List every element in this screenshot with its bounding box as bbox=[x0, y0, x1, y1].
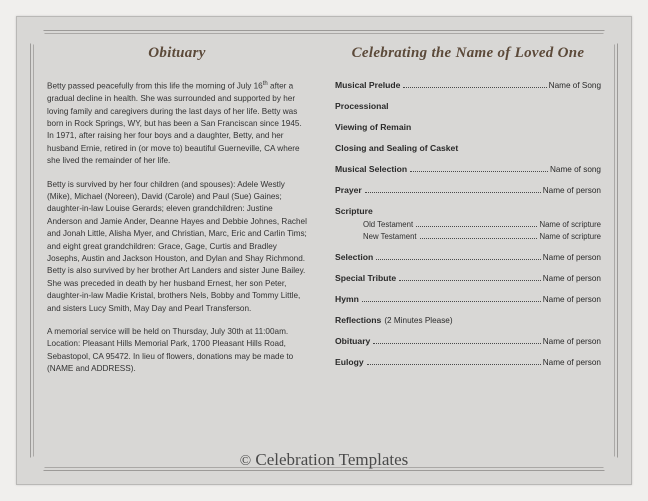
service-subentry-new-testament bbox=[363, 231, 601, 241]
service-entry-value: Name of person bbox=[542, 337, 601, 346]
service-entry-value: Name of Song bbox=[548, 81, 601, 90]
service-group-scripture bbox=[335, 206, 601, 241]
service-entry-note: (2 Minutes Please) bbox=[384, 316, 453, 325]
service-entry-prayer bbox=[335, 185, 601, 195]
service-entry-obituary bbox=[335, 336, 601, 346]
dot-leader bbox=[410, 164, 548, 172]
copyright-icon: © bbox=[239, 453, 252, 469]
dot-leader bbox=[373, 336, 540, 344]
dot-leader bbox=[365, 185, 541, 193]
service-entry-value: Name of person bbox=[542, 253, 601, 262]
service-entry-closing-and-sealing-of-casket bbox=[335, 143, 601, 153]
service-entry-selection bbox=[335, 252, 601, 262]
dot-leader bbox=[367, 357, 541, 365]
service-entry-label: Special Tribute bbox=[335, 273, 397, 283]
service-subentry-old-testament bbox=[363, 219, 601, 229]
watermark-footer bbox=[17, 450, 631, 470]
service-entry-value: Name of person bbox=[542, 295, 601, 304]
obituary-column bbox=[47, 45, 315, 456]
obituary-heading: Obituary bbox=[148, 45, 206, 61]
service-entry-label: Closing and Sealing of Casket bbox=[335, 143, 459, 153]
service-entry-hymn bbox=[335, 294, 601, 304]
service-entry-reflections bbox=[335, 315, 601, 325]
service-entry-value: Name of song bbox=[550, 165, 601, 174]
dot-leader bbox=[399, 273, 541, 281]
service-entry-label: Musical Selection bbox=[335, 164, 408, 174]
program-content bbox=[47, 45, 601, 456]
order-of-service-column bbox=[315, 45, 601, 456]
service-entry-processional bbox=[335, 101, 601, 111]
service-entry-label: Reflections bbox=[335, 315, 382, 325]
service-entry-label: Processional bbox=[335, 101, 389, 111]
dot-leader bbox=[420, 231, 538, 239]
service-entry-value: Name of person bbox=[542, 358, 601, 367]
service-entry-musical-selection bbox=[335, 164, 601, 174]
dot-leader bbox=[392, 102, 600, 109]
service-subentry-label: Old Testament bbox=[363, 220, 414, 229]
service-entry-special-tribute bbox=[335, 273, 601, 283]
service-entry-label: Viewing of Remain bbox=[335, 122, 412, 132]
service-entry-value: Name of person bbox=[542, 274, 601, 283]
service-subentry-value: Name of scripture bbox=[539, 232, 601, 241]
dot-leader bbox=[461, 144, 599, 151]
obituary-paragraph-1: Betty passed peacefully from this life the morning of July 16th after a gradual decline in health. She was surrounded and supported by her loving family and caregivers during the last days of her life. Betty was born in Rock Springs, WY, but has been a San Franciscan since 1945. In 1971, after raising her four boys and a daughter, Betty, and her husband Ernie, retired in (or move to) beautiful Guerneville, CA where she lived the remainder of her life. bbox=[47, 81, 302, 166]
celebration-heading: Celebrating the Name of Loved One bbox=[351, 45, 585, 61]
service-entry-label: Eulogy bbox=[335, 357, 364, 367]
watermark-text: Celebration Templates bbox=[255, 450, 409, 469]
service-group-title: Scripture bbox=[335, 206, 373, 216]
service-entry-musical-prelude bbox=[335, 80, 601, 90]
dot-leader bbox=[362, 294, 541, 302]
dot-leader bbox=[456, 316, 599, 323]
service-entry-viewing-of-remain bbox=[335, 122, 601, 132]
service-entry-label: Musical Prelude bbox=[335, 80, 401, 90]
funeral-program-sheet bbox=[16, 16, 632, 485]
service-entry-label: Selection bbox=[335, 252, 374, 262]
dot-leader bbox=[403, 80, 546, 88]
dot-leader bbox=[376, 252, 541, 260]
service-entry-value: Name of person bbox=[542, 186, 601, 195]
service-subentry-label: New Testament bbox=[363, 232, 417, 241]
service-entry-label: Hymn bbox=[335, 294, 359, 304]
obituary-paragraph-3: A memorial service will be held on Thursday, July 30th at 11:00am. Location: Pleasant Hills Memorial Park, 1700 Pleasant Hills Road, Sebastopol, CA 95472. In lieu of flowers, donations may be made to (NAME and ADDRESS). bbox=[47, 327, 294, 374]
obituary-paragraph-2: Betty is survived by her four children (and spouses): Adele Westly (Mike), Michael (Noreen), David (Carole) and Paul (Sue) Gaines; daughter-in-law Louise Gerards; eleven grandchildren: Justine Anderson and Jamie Ander, Deanne Hayes and Debbie Johnes, Rachel and Jonah Little, Alisha Myer, and Christian, Marc, Eric and Carlin Tims; and eight great grandchildren: Grace, Gage, Curtis and Bradley Josephs, Austin and Jackson Houston, and Dylan and Shay Richmond. Betty is also survived by her brother Art Landers and sister June Bailey. She was preceded in death by her husband Ernest, her son Peter, daughter-in-law Madie Kristal, brothers Nels, Bobby and Tommy Little, and sisters Lucy Smith, May Day and Pearl Transferson. bbox=[47, 179, 307, 313]
service-entry-label: Prayer bbox=[335, 185, 362, 195]
service-entry-eulogy bbox=[335, 357, 601, 367]
dot-leader bbox=[414, 123, 599, 130]
service-subentry-value: Name of scripture bbox=[539, 220, 601, 229]
dot-leader bbox=[416, 219, 537, 227]
service-entry-label: Obituary bbox=[335, 336, 371, 346]
